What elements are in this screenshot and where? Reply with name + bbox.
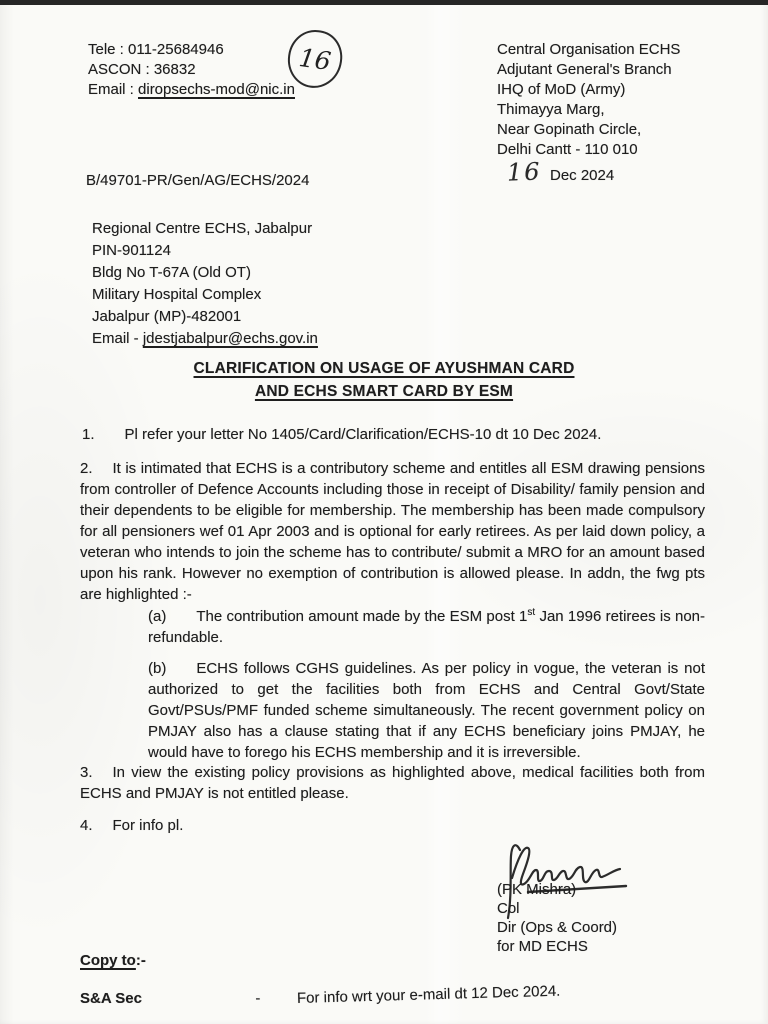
para-number: 2. bbox=[80, 460, 93, 477]
paragraph-2 bbox=[80, 458, 705, 605]
page-number-text: 16 bbox=[297, 42, 333, 76]
org-address-block bbox=[497, 40, 680, 160]
subject-heading bbox=[0, 357, 768, 403]
para-number: (a) bbox=[148, 608, 167, 625]
para-text-after-sup: Jan 1996 retirees is non-refundable. bbox=[148, 608, 705, 646]
sender-email-label: Email : bbox=[88, 81, 139, 98]
date-day-handwritten: 16 bbox=[506, 157, 543, 187]
recipient-line: Military Hospital Complex bbox=[92, 286, 262, 303]
para-number: 4. bbox=[80, 817, 93, 834]
org-address-line: Central Organisation ECHS bbox=[497, 41, 681, 58]
copy-to-label: Copy to bbox=[80, 952, 136, 969]
ordinal-superscript: st bbox=[527, 607, 536, 618]
recipient-email-line bbox=[92, 328, 318, 350]
date-rest: Dec 2024 bbox=[550, 167, 615, 184]
signatory-for-line: for MD ECHS bbox=[497, 938, 588, 955]
recipient-block bbox=[92, 218, 318, 350]
sender-email: diropsechs-mod@nic.in bbox=[138, 81, 295, 98]
org-address-line: Near Gopinath Circle, bbox=[497, 121, 642, 138]
org-address-line: Delhi Cantt - 110 010 bbox=[497, 141, 638, 158]
recipient-line: Regional Centre ECHS, Jabalpur bbox=[92, 220, 313, 237]
sender-ascon: ASCON : 36832 bbox=[88, 61, 196, 78]
sender-email-line bbox=[88, 80, 295, 100]
para-text: ECHS follows CGHS guidelines. As per policy in vogue, the veteran is not authorized to get the facilities both from ECHS and Central Govt/State Govt/PSUs/PMF funded scheme simultaneously. The recent government policy on PMJAY also has a clause stating that if any ECHS beneficiary joins PMJAY, he would have to forego his ECHS membership and it is irreversible. bbox=[148, 660, 705, 761]
scan-edge-band bbox=[0, 0, 768, 5]
copy-to-heading bbox=[80, 950, 146, 971]
paragraph-1 bbox=[82, 424, 707, 445]
subject-line-2: AND ECHS SMART CARD BY ESM bbox=[254, 383, 514, 400]
para-text: Pl refer your letter No 1405/Card/Clarification/ECHS-10 dt 10 Dec 2024. bbox=[124, 426, 602, 443]
letter-date bbox=[507, 158, 614, 186]
signatory-rank: Col bbox=[497, 900, 520, 917]
signatory-name: (PK Mishra) bbox=[497, 881, 577, 898]
para-number: 3. bbox=[80, 764, 93, 781]
recipient-email-label: Email - bbox=[92, 330, 143, 347]
para-text: For info pl. bbox=[112, 817, 184, 834]
paragraph-3 bbox=[80, 762, 705, 804]
reference-number: B/49701-PR/Gen/AG/ECHS/2024 bbox=[86, 172, 310, 189]
recipient-line: Bldg No T-67A (Old OT) bbox=[92, 264, 251, 281]
recipient-email: jdestjabalpur@echs.gov.in bbox=[142, 330, 318, 347]
copy-to-suffix: :- bbox=[135, 952, 146, 969]
sender-contact-block bbox=[88, 40, 295, 100]
para-text: It is intimated that ECHS is a contributory scheme and entitles all ESM drawing pensions from controller of Defence Accounts including those in receipt of Disability/ family pension and their dependents to be eligible for membership. The membership has been made compulsory for all pensioners wef 01 Apr 2003 and is optional for early retirees. As per laid down policy, a veteran who intends to join the scheme has to contribute/ submit a MRO for an amount based upon his rank. However no exemption of contribution is allowed please. In addn, the fwg pts are highlighted :- bbox=[80, 460, 705, 603]
subparagraph-b bbox=[148, 658, 705, 763]
org-address-line: Thimayya Marg, bbox=[497, 101, 605, 118]
para-text: In view the existing policy provisions as highlighted above, medical facilities both from ECHS and PMJAY is not entitled please. bbox=[80, 764, 705, 802]
subparagraph-a bbox=[148, 602, 705, 648]
footer-distribution-row bbox=[80, 982, 720, 1009]
footer-dash: - bbox=[255, 990, 261, 1007]
subject-line-1: CLARIFICATION ON USAGE OF AYUSHMAN CARD bbox=[193, 360, 575, 377]
signatory-designation: Dir (Ops & Coord) bbox=[497, 919, 618, 936]
recipient-line: PIN-901124 bbox=[92, 242, 171, 259]
para-number: 1. bbox=[82, 426, 95, 443]
paragraph-4 bbox=[80, 815, 705, 836]
copy-recipient: S&A Sec bbox=[80, 990, 142, 1007]
para-number: (b) bbox=[148, 660, 167, 677]
signature-block bbox=[497, 880, 617, 956]
org-address-line: IHQ of MoD (Army) bbox=[497, 81, 626, 98]
para-text-before-sup: The contribution amount made by the ESM post 1 bbox=[196, 608, 528, 625]
footer-note: For info wrt your e-mail dt 12 Dec 2024. bbox=[296, 982, 561, 1007]
org-address-line: Adjutant General's Branch bbox=[497, 61, 672, 78]
recipient-line: Jabalpur (MP)-482001 bbox=[92, 308, 242, 325]
sender-tele: Tele : 011-25684946 bbox=[88, 41, 224, 58]
